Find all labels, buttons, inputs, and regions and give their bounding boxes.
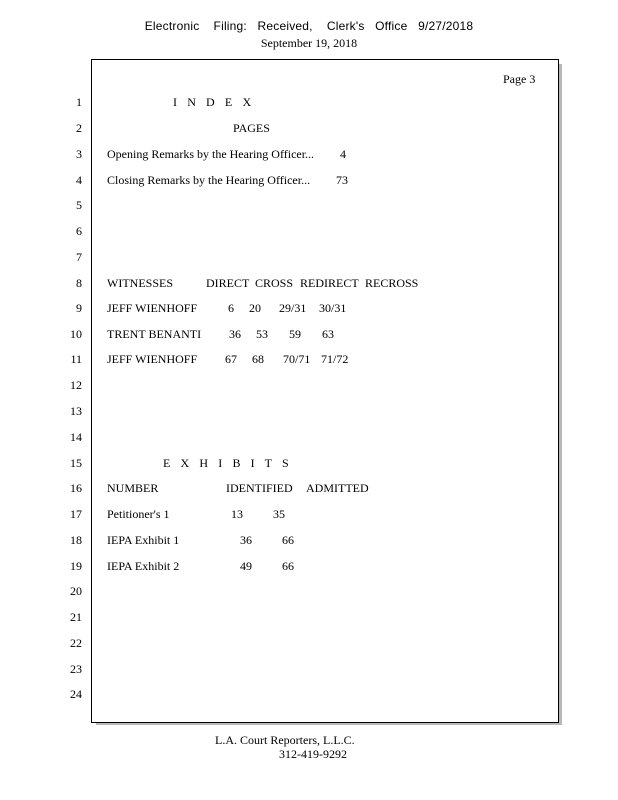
index-item-page: 4	[340, 147, 346, 161]
witness-direct: 6	[228, 301, 234, 315]
line-number: 23	[70, 662, 82, 676]
line-number: 18	[70, 533, 82, 547]
witness-direct: 67	[225, 352, 237, 366]
index-item-label: Opening Remarks by the Hearing Officer...	[107, 147, 315, 161]
line-number: 1	[76, 95, 82, 109]
line-number: 14	[70, 430, 82, 444]
line-number: 21	[70, 610, 82, 624]
line-number: 6	[76, 224, 82, 238]
line-number: 16	[70, 481, 82, 495]
witness-redirect: 29/31	[279, 301, 307, 315]
exhibit-header-admitted: ADMITTED	[306, 481, 369, 495]
line-number: 3	[76, 147, 82, 161]
witness-cross: 68	[252, 352, 264, 366]
witness-name: TRENT BENANTI	[107, 327, 202, 341]
line-number: 22	[70, 636, 82, 650]
line-number: 7	[76, 250, 82, 264]
witness-name: JEFF WIENHOFF	[107, 352, 198, 366]
exhibit-identified: 49	[240, 559, 252, 573]
line-number: 5	[76, 198, 82, 212]
witness-recross: 30/31	[319, 301, 347, 315]
exhibit-identified: 13	[231, 507, 243, 521]
witness-cross: 20	[249, 301, 261, 315]
line-number: 9	[76, 301, 82, 315]
pages-header: PAGES	[233, 121, 270, 135]
filing-stamp: Electronic Filing: Received, Clerk's Office 9/27/2018	[144, 19, 474, 33]
exhibit-name: IEPA Exhibit 2	[107, 559, 180, 573]
line-number: 12	[70, 378, 82, 392]
exhibit-header-number: NUMBER	[107, 481, 159, 495]
exhibit-header-identified: IDENTIFIED	[226, 481, 293, 495]
exhibit-admitted: 66	[282, 533, 294, 547]
reporter-company: L.A. Court Reporters, L.L.C.	[215, 733, 355, 747]
line-number: 11	[70, 352, 82, 366]
line-number: 10	[70, 327, 82, 341]
exhibit-name: IEPA Exhibit 1	[107, 533, 180, 547]
index-item-label: Closing Remarks by the Hearing Officer...	[107, 173, 311, 187]
line-number: 20	[70, 584, 82, 598]
witness-redirect: 59	[289, 327, 301, 341]
witness-recross: 71/72	[321, 352, 349, 366]
witness-header-direct: DIRECT	[206, 276, 250, 290]
index-item-page: 73	[336, 173, 348, 187]
exhibit-admitted: 35	[273, 507, 285, 521]
witness-name: JEFF WIENHOFF	[107, 301, 198, 315]
exhibit-name: Petitioner's 1	[107, 507, 170, 521]
witness-header-redirect: REDIRECT	[300, 276, 359, 290]
witness-header-cross: CROSS	[255, 276, 294, 290]
line-number: 15	[70, 456, 82, 470]
witness-recross: 63	[322, 327, 334, 341]
line-number: 17	[70, 507, 82, 521]
exhibit-identified: 36	[240, 533, 252, 547]
witness-redirect: 70/71	[283, 352, 311, 366]
line-number: 2	[76, 121, 82, 135]
witness-cross: 53	[256, 327, 268, 341]
witness-header-recross: RECROSS	[365, 276, 419, 290]
reporter-phone: 312-419-9292	[279, 747, 347, 761]
exhibits-title: E X H I B I T S	[163, 456, 293, 470]
line-number: 13	[70, 404, 82, 418]
index-title: I N D E X	[173, 95, 255, 109]
witness-header-name: WITNESSES	[107, 276, 173, 290]
line-number: 19	[70, 559, 82, 573]
exhibit-admitted: 66	[282, 559, 294, 573]
page-number: Page 3	[503, 72, 536, 86]
line-number: 4	[76, 173, 82, 187]
line-number: 24	[70, 687, 82, 701]
line-number: 8	[76, 276, 82, 290]
witness-direct: 36	[229, 327, 241, 341]
transcript-date: September 19, 2018	[260, 36, 358, 50]
